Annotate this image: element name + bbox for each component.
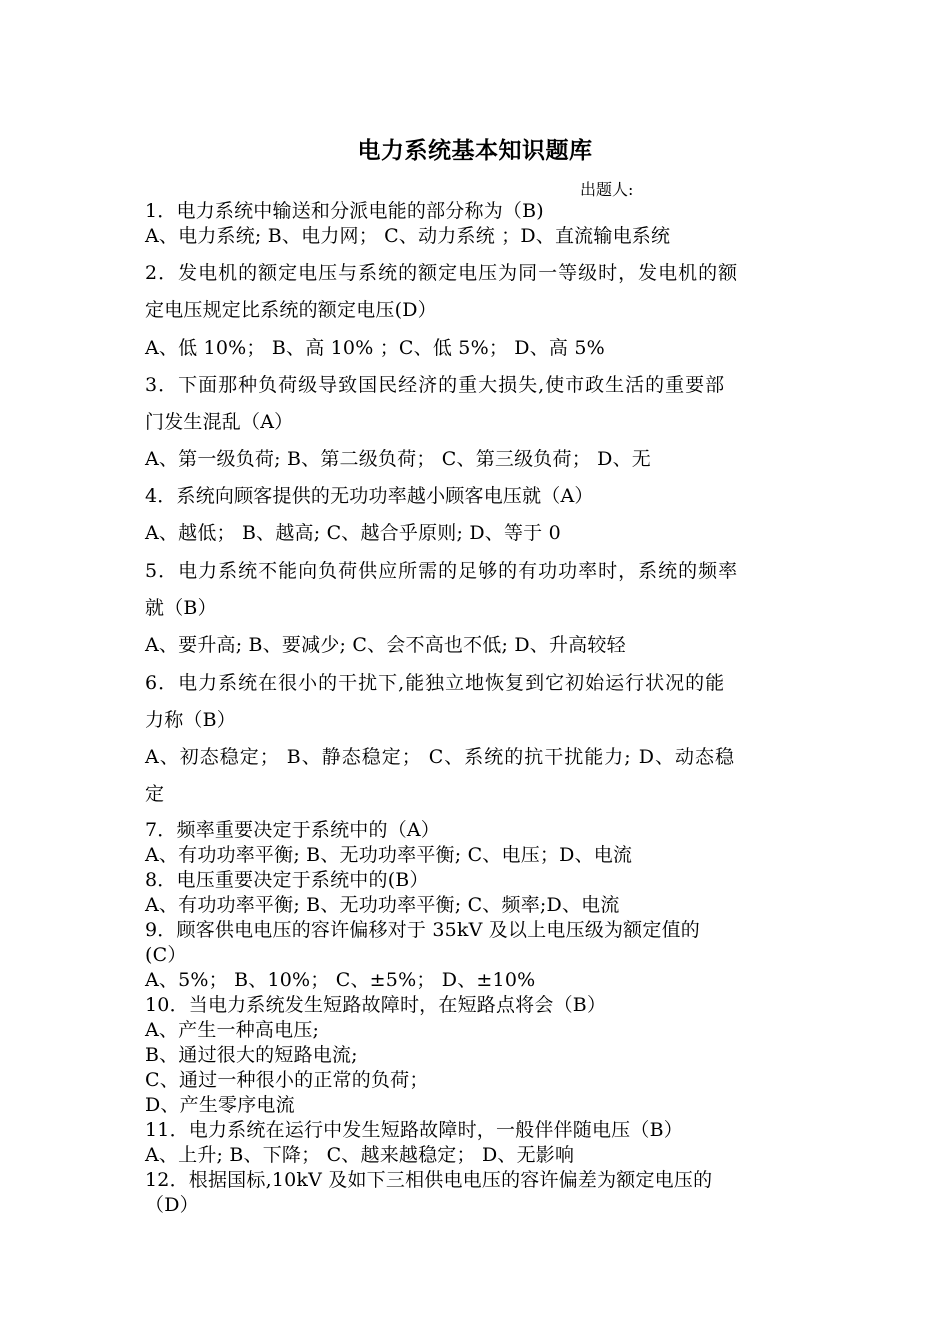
options-8: A、有功功率平衡; B、无功功率平衡; C、频率;D、电流 xyxy=(145,894,620,916)
question-12-line-1: 12．根据国标,10kV 及如下三相供电电压的容许偏差为额定电压的 xyxy=(145,1169,713,1191)
question-4: 4．系统向顾客提供的无功功率越小顾客电压就（A） xyxy=(145,485,594,507)
question-7: 7．频率重要决定于系统中的（A） xyxy=(145,819,441,841)
options-2: A、低 10%； B、高 10% ；C、低 5%； D、高 5% xyxy=(145,337,605,359)
options-3: A、第一级负荷; B、第二级负荷； C、第三级负荷； D、无 xyxy=(145,448,651,470)
question-10: 10．当电力系统发生短路故障时，在短路点将会（B） xyxy=(145,994,607,1016)
author-label: 出题人: xyxy=(580,180,634,199)
options-10-d: D、产生零序电流 xyxy=(145,1094,295,1116)
question-6-line-2: 力称（B） xyxy=(145,709,236,731)
options-9: A、5%； B、10%； C、±5%； D、±10% xyxy=(145,969,536,991)
options-6-line-2: 定 xyxy=(145,783,165,805)
question-11: 11．电力系统在运行中发生短路故障时，一般伴伴随电压（B） xyxy=(145,1119,683,1141)
options-6-line-1: A、初态稳定； B、静态稳定； C、系统的抗干扰能力; D、动态稳 xyxy=(145,746,735,768)
options-11: A、上升; B、下降； C、越来越稳定； D、无影响 xyxy=(145,1144,575,1166)
question-9-line-1: 9．顾客供电电压的容许偏移对于 35kV 及以上电压级为额定值的 xyxy=(145,919,700,941)
options-1: A、电力系统; B、电力网； C、动力系统 ；D、直流输电系统 xyxy=(145,225,671,247)
document-title: 电力系统基本知识题库 xyxy=(357,137,593,164)
question-8: 8．电压重要决定于系统中的(B） xyxy=(145,869,429,891)
question-6-line-1: 6．电力系统在很小的干扰下,能独立地恢复到它初始运行状况的能 xyxy=(145,672,726,694)
question-3-line-2: 门发生混乱（A） xyxy=(145,411,294,433)
question-5-line-2: 就（B） xyxy=(145,597,217,619)
question-2-line-2: 定电压规定比系统的额定电压(D） xyxy=(145,299,437,321)
question-12-line-2: （D） xyxy=(145,1194,199,1216)
options-10-b: B、通过很大的短路电流; xyxy=(145,1044,358,1066)
options-4: A、越低； B、越高; C、越合乎原则; D、等于 0 xyxy=(145,522,561,544)
options-5: A、要升高; B、要减少; C、会不高也不低; D、升高较轻 xyxy=(145,634,626,656)
question-9-line-2: (C） xyxy=(145,944,187,966)
question-1: 1．电力系统中输送和分派电能的部分称为（B) xyxy=(145,200,544,222)
question-2-line-1: 2．发电机的额定电压与系统的额定电压为同一等级时，发电机的额 xyxy=(145,262,739,284)
question-5-line-1: 5．电力系统不能向负荷供应所需的足够的有功功率时，系统的频率 xyxy=(145,560,739,582)
options-10-c: C、通过一种很小的正常的负荷； xyxy=(145,1069,429,1091)
options-10-a: A、产生一种高电压; xyxy=(145,1019,320,1041)
options-7: A、有功功率平衡; B、无功功率平衡; C、电压；D、电流 xyxy=(145,844,633,866)
question-3-line-1: 3．下面那种负荷级导致国民经济的重大损失,使市政生活的重要部 xyxy=(145,374,726,396)
